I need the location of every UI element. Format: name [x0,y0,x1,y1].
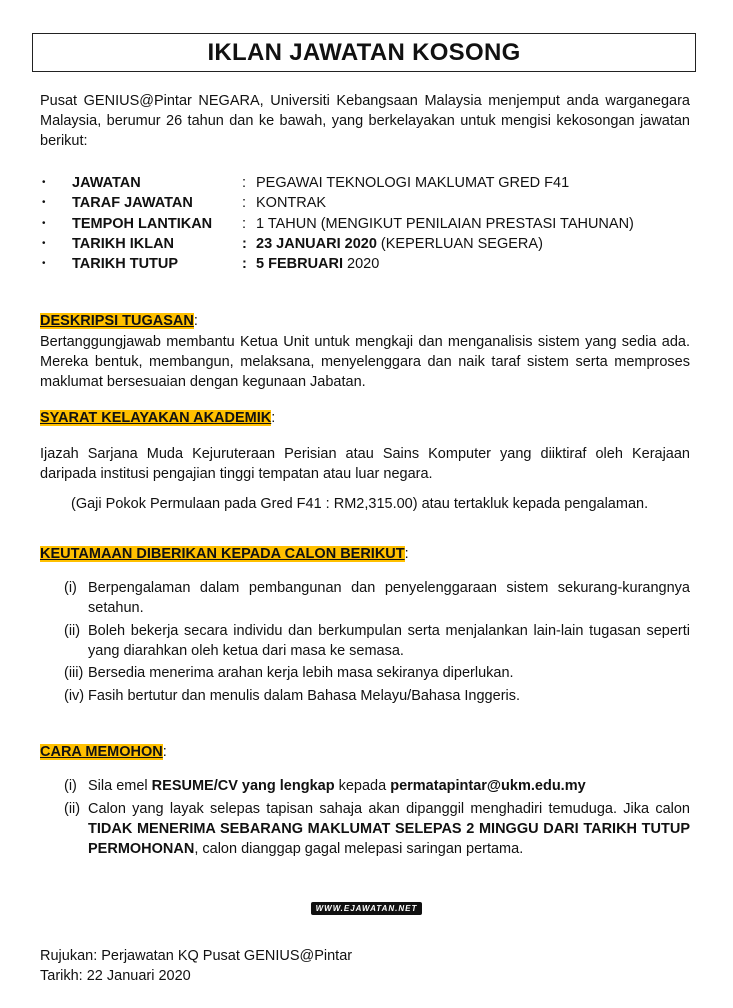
text-run-bold: RESUME/CV yang lengkap [151,778,335,794]
list-item-number: (i) [64,580,77,596]
detail-value [256,234,690,254]
detail-value-rest: (KEPERLUAN SEGERA) [376,236,543,253]
list-item-number: (i) [64,778,77,794]
text-run: Calon yang layak selepas tapisan sahaja akan dipanggil menghadiri temuduga. Jika calon [88,800,690,817]
section-heading-keutamaan [40,544,409,564]
section-heading-cara [40,742,167,762]
bullet-icon: • [42,217,46,229]
detail-colon: : [242,256,247,273]
detail-row-tarikh-iklan [40,234,690,254]
text-run: , calon dianggap gagal melepasi saringan pertama. [194,840,524,857]
detail-label: TEMPOH LANTIKAN [72,215,213,232]
detail-colon: : [242,236,247,253]
heading-highlight: KEUTAMAAN DIBERIKAN KEPADA CALON BERIKUT [40,546,405,562]
detail-label: JAWATAN [72,175,141,192]
list-item-number: (iv) [64,687,85,704]
list-item-text [88,799,690,859]
list-item-text: Bersedia menerima arahan kerja lebih masa sekiranya diperlukan. [88,665,514,681]
deskripsi-paragraph: Bertanggungjawab membantu Ketua Unit untuk mengkaji dan menganalisis sistem yang sedia ada. Mereka bentuk, membangun, melaksana, menyelenggara dan naik taraf sistem serta memproses maklumat bersesuaian dengan kegunaan Jabatan. [40,334,690,390]
list-item [40,686,690,706]
detail-label: TARAF JAWATAN [72,195,193,212]
job-details-list [40,173,690,274]
bullet-icon: • [42,238,46,250]
detail-colon: : [242,195,247,212]
bullet-icon: • [42,258,46,270]
heading-highlight: DESKRIPSI TUGASAN [40,313,194,329]
list-item [40,578,690,618]
detail-value: KONTRAK [256,195,327,212]
detail-value-rest: 2020 [343,256,380,273]
detail-value-bold: 5 FEBRUARI [256,256,344,273]
detail-row-tempoh [40,214,690,234]
detail-row-jawatan [40,173,690,193]
list-item-text: Berpengalaman dalam pembangunan dan penyelenggaraan sistem sekurang-kurangnya setahun. [88,580,690,616]
section-heading-syarat [40,408,275,428]
detail-value [256,254,690,274]
heading-highlight: SYARAT KELAYAKAN AKADEMIK [40,410,272,426]
list-item-text [88,776,690,796]
list-item [40,776,690,796]
syarat-paragraph: Ijazah Sarjana Muda Kejuruteraan Perisian atau Sains Komputer yang diiktiraf oleh Kerajaan daripada institusi pengajian tinggi tempatan atau luar negara. [40,446,690,482]
intro-paragraph: Pusat GENIUS@Pintar NEGARA, Universiti Kebangsaan Malaysia menjemput anda warganegara Malaysia, berumur 26 tahun dan ke bawah, yang berkelayakan untuk mengisi kekosongan jawatan berikut: [40,93,690,149]
detail-row-taraf [40,193,690,213]
heading-suffix: : [404,546,409,562]
page-title: IKLAN JAWATAN KOSONG [32,33,696,72]
heading-suffix: : [162,744,167,760]
footer-rujukan: Rujukan: Perjawatan KQ Pusat GENIUS@Pintar [40,948,353,964]
list-item-text: Fasih bertutur dan menulis dalam Bahasa Melayu/Bahasa Inggeris. [88,687,521,704]
list-item [40,663,690,683]
list-item [40,799,690,859]
email-link[interactable]: permatapintar@ukm.edu.my [390,778,586,794]
heading-suffix: : [193,313,198,329]
detail-value-bold: 23 JANUARI 2020 [256,236,377,253]
text-run: kepada [334,778,391,794]
list-item-number: (ii) [64,622,81,639]
footer-tarikh: Tarikh: 22 Januari 2020 [40,968,191,984]
heading-highlight: CARA MEMOHON [40,744,163,760]
detail-label: TARIKH TUTUP [72,256,179,273]
bullet-icon: • [42,197,46,209]
keutamaan-list [40,578,690,708]
detail-value: 1 TAHUN (MENGIKUT PENILAIAN PRESTASI TAHUNAN) [256,215,634,232]
list-item-number: (ii) [64,800,81,817]
heading-suffix: : [271,410,276,426]
detail-row-tarikh-tutup [40,254,690,274]
list-item [40,621,690,661]
footer [40,946,352,986]
section-heading-deskripsi [40,311,198,331]
salary-note: (Gaji Pokok Permulaan pada Gred F41 : RM2,315.00) atau tertakluk kepada pengalaman. [71,496,649,512]
detail-label: TARIKH IKLAN [72,236,175,253]
bullet-icon: • [42,177,46,189]
list-item-number: (iii) [64,665,84,681]
detail-colon: : [242,215,247,232]
list-item-text: Boleh bekerja secara individu dan berkumpulan serta menjalankan lain-lain tugasan seperti yang diarahkan oleh ketua dari masa ke semasa. [88,622,690,659]
text-run-bold: TIDAK MENERIMA SEBARANG MAKLUMAT SELEPAS 2 MINGGU DARI TARIKH TUTUP PERMOHONAN [88,820,690,857]
watermark-badge: WWW.EJAWATAN.NET [311,902,422,915]
cara-list [40,776,690,861]
detail-colon: : [242,175,247,192]
text-run: Sila emel [88,778,152,794]
detail-value: PEGAWAI TEKNOLOGI MAKLUMAT GRED F41 [256,175,570,192]
